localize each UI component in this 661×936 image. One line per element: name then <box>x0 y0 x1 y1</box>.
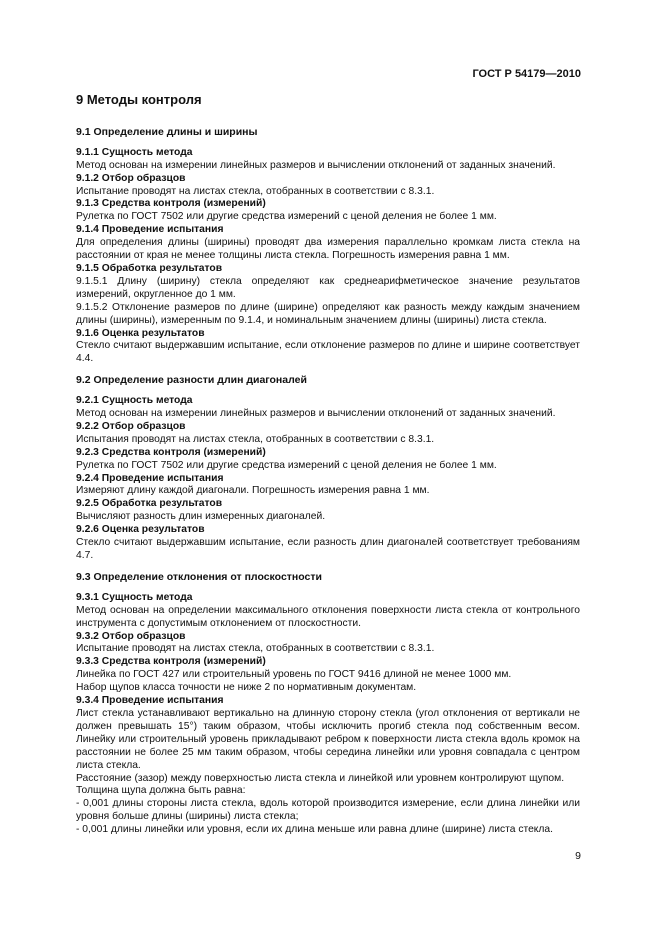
subsection-heading: 9.2.6 Оценка результатов <box>76 524 205 536</box>
paragraph: Линейка по ГОСТ 427 или строительный уровень по ГОСТ 9416 длиной не менее 1000 мм. <box>76 669 512 681</box>
section-title-9-1: 9.1 Определение длины и ширины <box>76 125 258 138</box>
paragraph: Метод основан на измерении линейных размеров и вычислении отклонений от заданных значений. <box>76 159 556 171</box>
paragraph: Толщина щупа должна быть равна: <box>76 785 246 797</box>
paragraph: Рулетка по ГОСТ 7502 или другие средства измерений с ценой деления не более 1 мм. <box>76 459 497 471</box>
paragraph: Испытания проводят на листах стекла, отобранных в соответствии с 8.3.1. <box>76 433 435 445</box>
subsection-heading: 9.1.5 Обработка результатов <box>76 262 223 274</box>
subsection-heading: 9.1.1 Сущность метода <box>76 146 193 158</box>
paragraph: Испытание проводят на листах стекла, отобранных в соответствии с 8.3.1. <box>76 643 435 655</box>
subsection-heading: 9.3.3 Средства контроля (измерений) <box>76 656 266 668</box>
subsection-heading: 9.2.2 Отбор образцов <box>76 420 186 432</box>
subsection-heading: 9.1.3 Средства контроля (измерений) <box>76 198 266 210</box>
subsection-heading: 9.1.2 Отбор образцов <box>76 172 186 184</box>
paragraph: Вычисляют разность длин измеренных диагоналей. <box>76 511 326 523</box>
subsection-heading: 9.1.6 Оценка результатов <box>76 327 205 339</box>
paragraph: Для определения длины (ширины) проводят два измерения параллельно кромкам листа стекла на расстоянии от края не менее толщины листа стекла. Погрешность измерения равна 1 мм. <box>76 237 580 262</box>
document-body <box>76 94 580 837</box>
section-title-9-2: 9.2 Определение разности длин диагоналей <box>76 374 307 387</box>
list-item: - 0,001 длины стороны листа стекла, вдоль которой производится измерение, если длина линейки или уровня больше длины (ширины) листа стекла; <box>76 798 580 823</box>
paragraph: 9.1.5.2 Отклонение размеров по длине (ширине) определяют как разность между каждым значением длины (ширины), измеренным по 9.1.4, и номинальным значением длины (ширины) листа стекла. <box>76 301 580 326</box>
section-title-9-3: 9.3 Определение отклонения от плоскостности <box>76 570 322 583</box>
paragraph: 9.1.5.1 Длину (ширину) стекла определяют как среднеарифметическое значение результатов измерений, округленное до 1 мм. <box>76 275 580 300</box>
subsection-heading: 9.3.1 Сущность метода <box>76 591 193 603</box>
paragraph: Метод основан на определении максимального отклонения поверхности листа стекла от контрольного инструмента с допустимым отклонением от плоскостности. <box>76 604 580 629</box>
subsection-heading: 9.3.2 Отбор образцов <box>76 630 186 642</box>
subsection-heading: 9.2.5 Обработка результатов <box>76 498 223 510</box>
paragraph: Стекло считают выдержавшим испытание, если отклонение размеров по длине и ширине соответствует 4.4. <box>76 340 580 365</box>
paragraph: Измеряют длину каждой диагонали. Погрешность измерения равна 1 мм. <box>76 485 430 497</box>
subsection-heading: 9.2.4 Проведение испытания <box>76 472 224 484</box>
subsection-heading: 9.1.4 Проведение испытания <box>76 224 224 236</box>
page-number: 9 <box>575 850 581 862</box>
paragraph: Стекло считают выдержавшим испытание, если разность длин диагоналей соответствует требованиям 4.7. <box>76 537 580 561</box>
paragraph: Метод основан на измерении линейных размеров и вычислении отклонений от заданных значений. <box>76 408 556 420</box>
subsection-heading: 9.3.4 Проведение испытания <box>76 695 224 707</box>
paragraph: Рулетка по ГОСТ 7502 или другие средства измерений с ценой деления не более 1 мм. <box>76 211 497 223</box>
document-code: ГОСТ Р 54179—2010 <box>472 68 581 80</box>
paragraph: Лист стекла устанавливают вертикально на длинную сторону стекла (угол отклонения от вертикали не должен превышать 15°) таким образом, чтобы исключить прогиб стекла под собственным весом. Линейку или строительный уровень прикладывают ребром к поверхности листа стекла вдоль кромок на расстоянии не более 25 мм таким образом, чтобы середина линейки или уровня совпадала с центром листа стекла. <box>76 707 580 771</box>
paragraph: Набор щупов класса точности не ниже 2 по нормативным документам. <box>76 682 417 694</box>
paragraph: Расстояние (зазор) между поверхностью листа стекла и линейкой или уровнем контролируют щупом. <box>76 772 565 784</box>
subsection-heading: 9.2.1 Сущность метода <box>76 395 193 407</box>
paragraph: Испытание проводят на листах стекла, отобранных в соответствии с 8.3.1. <box>76 185 435 197</box>
list-item: - 0,001 длины линейки или уровня, если их длина меньше или равна длине (ширине) листа стекла. <box>76 824 554 836</box>
chapter-title: 9 Методы контроля <box>76 92 202 107</box>
subsection-heading: 9.2.3 Средства контроля (измерений) <box>76 446 266 458</box>
